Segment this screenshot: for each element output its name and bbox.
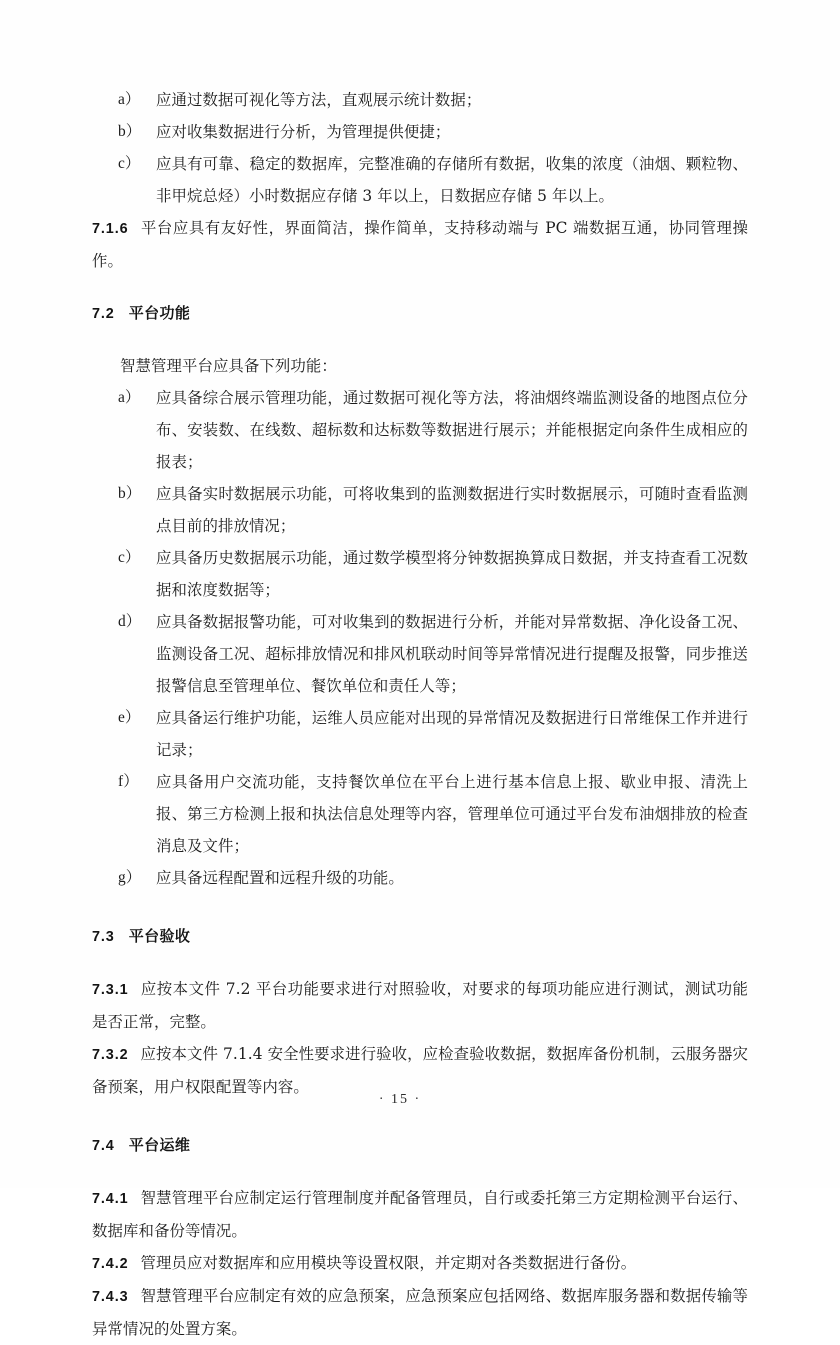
list-marker: e） — [118, 709, 141, 726]
clause-7-4-2 — [92, 1247, 748, 1280]
list-item-text: 应具备历史数据展示功能，通过数学模型将分钟数据换算成日数据，并支持查看工况数据和浓度数据等； — [156, 549, 748, 599]
list-item — [92, 542, 748, 606]
page-number: · 15 · — [378, 1092, 422, 1107]
spacer — [92, 953, 748, 973]
list-marker: a） — [118, 389, 141, 406]
list-marker: f） — [118, 773, 139, 790]
list-item-text: 应具备远程配置和远程升级的功能。 — [156, 869, 404, 887]
list-item — [92, 766, 748, 862]
section-number: 7.4 — [92, 1138, 115, 1154]
list-item-text: 应具备实时数据展示功能，可将收集到的监测数据进行实时数据展示，可随时查看监测点目前的排放情况； — [156, 485, 748, 535]
list-item-text: 应具备数据报警功能，可对收集到的数据进行分析，并能对异常数据、净化设备工况、监测设备工况、超标排放情况和排风机联动时间等异常情况进行提醒及报警，同步推送报警信息至管理单位、餐饮单位和责任人等； — [156, 613, 748, 695]
list-item — [92, 84, 748, 116]
clause-7-4-1 — [92, 1182, 748, 1247]
spacer — [92, 894, 748, 920]
top-continuation-list — [92, 84, 748, 212]
list-item — [92, 702, 748, 766]
list-item — [92, 862, 748, 894]
section-title: 平台验收 — [128, 927, 191, 945]
list-marker: c） — [118, 549, 141, 566]
list-item — [92, 606, 748, 702]
spacer — [92, 277, 748, 297]
list-item-text: 应具备运行维护功能，运维人员应能对出现的异常情况及数据进行日常维保工作并进行记录； — [156, 709, 748, 759]
list-item — [92, 478, 748, 542]
clause-7-4-3 — [92, 1280, 748, 1345]
clause-text: 智慧管理平台应制定运行管理制度并配备管理员，自行或委托第三方定期检测平台运行、数据库和备份等情况。 — [92, 1189, 748, 1240]
list-item-text: 应具有可靠、稳定的数据库，完整准确的存储所有数据，收集的浓度（油烟、颗粒物、非甲烷总烃）小时数据应存储 3 年以上，日数据应存储 5 年以上。 — [156, 155, 748, 205]
section-number: 7.3 — [92, 929, 115, 945]
clause-text: 应按本文件 7.1.4 安全性要求进行验收，应检查验收数据，数据库备份机制，云服务器灾备预案，用户权限配置等内容。 — [92, 1045, 748, 1096]
section-7-2-list — [92, 382, 748, 894]
list-item — [92, 382, 748, 478]
page-content — [92, 84, 748, 1345]
clause-number: 7.4.1 — [92, 1191, 129, 1207]
list-item-text: 应具备用户交流功能，支持餐饮单位在平台上进行基本信息上报、歇业申报、清洗上报、第三方检测上报和执法信息处理等内容，管理单位可通过平台发布油烟排放的检查消息及文件； — [156, 773, 748, 855]
spacer — [92, 330, 748, 350]
clause-text: 应按本文件 7.2 平台功能要求进行对照验收，对要求的每项功能应进行测试，测试功能是否正常，完整。 — [92, 980, 748, 1031]
clause-7-1-6 — [92, 212, 748, 277]
clause-text: 平台应具有友好性，界面简洁，操作简单，支持移动端与 PC 端数据互通，协同管理操作。 — [92, 219, 748, 270]
list-marker: b） — [118, 485, 142, 502]
section-7-2-intro: 智慧管理平台应具备下列功能： — [120, 357, 337, 375]
clause-text: 智慧管理平台应制定有效的应急预案，应急预案应包括网络、数据库服务器和数据传输等异常情况的处置方案。 — [92, 1287, 748, 1338]
clause-number: 7.1.6 — [92, 221, 129, 237]
section-number: 7.2 — [92, 306, 115, 322]
list-marker: g） — [118, 869, 142, 886]
clause-text: 管理员应对数据库和应用模块等设置权限，并定期对各类数据进行备份。 — [140, 1254, 637, 1272]
section-heading-7-4 — [92, 1129, 748, 1162]
section-heading-7-3 — [92, 920, 748, 953]
section-title: 平台运维 — [128, 1136, 191, 1154]
list-marker: c） — [118, 155, 141, 172]
clause-number: 7.4.3 — [92, 1289, 129, 1305]
section-heading-7-2 — [92, 297, 748, 330]
section-title: 平台功能 — [128, 304, 191, 322]
list-marker: d） — [118, 613, 142, 630]
page-footer — [0, 1088, 840, 1108]
clause-number: 7.3.2 — [92, 1047, 129, 1063]
list-item-text: 应具备综合展示管理功能，通过数据可视化等方法，将油烟终端监测设备的地图点位分布、安装数、在线数、超标数和达标数等数据进行展示；并能根据定向条件生成相应的报表； — [156, 389, 748, 471]
list-item-text: 应对收集数据进行分析，为管理提供便捷； — [156, 123, 451, 141]
clause-number: 7.3.1 — [92, 982, 129, 998]
spacer — [92, 1162, 748, 1182]
clause-7-3-1 — [92, 973, 748, 1038]
list-marker: a） — [118, 91, 141, 108]
clause-number: 7.4.2 — [92, 1256, 129, 1272]
list-item-text: 应通过数据可视化等方法，直观展示统计数据； — [156, 91, 482, 109]
list-marker: b） — [118, 123, 142, 140]
list-item — [92, 116, 748, 148]
list-item — [92, 148, 748, 212]
